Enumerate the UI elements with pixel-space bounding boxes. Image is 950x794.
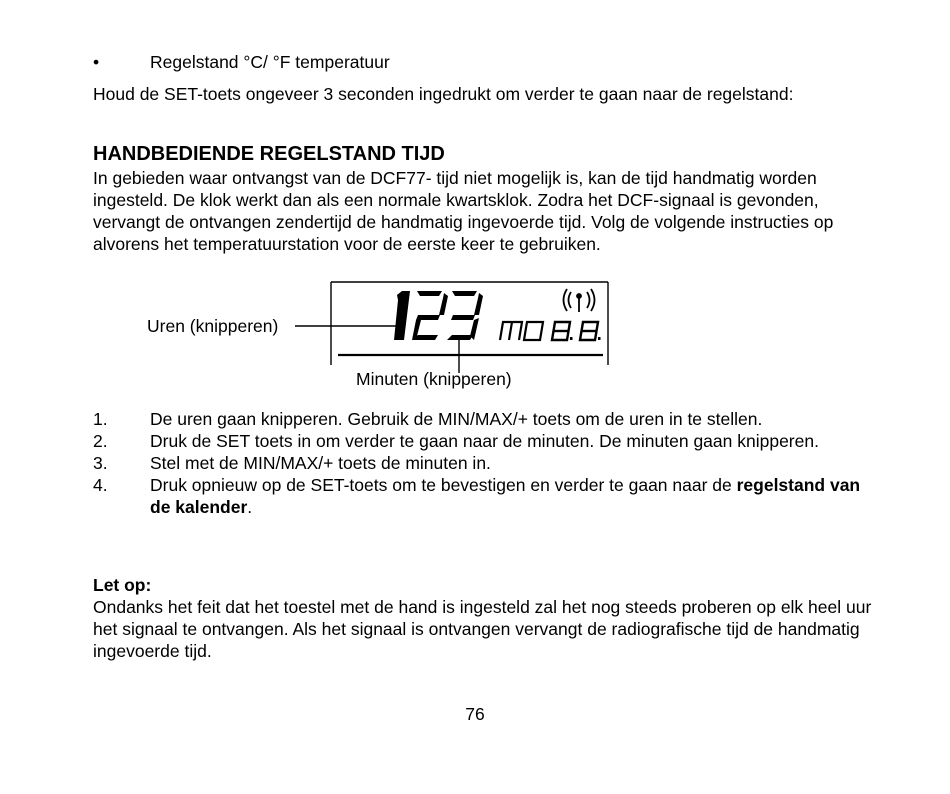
list-item (93, 452, 873, 474)
list-item (93, 474, 873, 518)
step-text-end: . (247, 497, 253, 517)
lcd-date (552, 322, 601, 340)
step-text: Stel met de MIN/MAX/+ toets de minuten in. (150, 453, 491, 473)
radio-signal-icon (564, 289, 595, 312)
hours-label: Uren (knipperen) (147, 316, 279, 336)
lcd-weekday (500, 322, 543, 340)
page-number: 76 (465, 704, 485, 724)
lcd-hours-digit (394, 291, 410, 340)
bullet-text: Regelstand °C/ °F temperatuur (150, 52, 390, 72)
note-title: Let op: (93, 575, 152, 595)
note-paragraph: Ondanks het feit dat het toestel met de hand is ingesteld zal het nog steeds proberen op elk heel uur het signaal te ontvangen. Als het signaal is ontvangen vervangt de radiografische tijd de handmatig ingevoerde tijd. (93, 597, 872, 661)
lcd-minutes-digits (412, 291, 483, 340)
step-text: Druk opnieuw op de SET-toets om te bevestigen en verder te gaan naar de (150, 475, 737, 495)
step-number: 3. (93, 453, 108, 473)
section-heading: HANDBEDIENDE REGELSTAND TIJD (93, 143, 445, 165)
list-item (93, 430, 873, 452)
list-item (93, 408, 873, 430)
step-number: 4. (93, 475, 108, 495)
minutes-label: Minuten (knipperen) (356, 369, 512, 389)
step-number: 2. (93, 431, 108, 451)
step-bold-text: regelstand van de kalender (150, 475, 861, 517)
body-paragraph: In gebieden waar ontvangst van de DCF77- tijd niet mogelijk is, kan de tijd handmatig worden ingesteld. De klok werkt dan als een normale kwartsklok. Zodra het DCF-signaal is gevonden, vervangt de ontvangen zendertijd de handmatig ingevoerde tijd. Volg de volgende instructies op alvorens het temperatuurstation voor de eerste keer te gebruiken. (93, 168, 834, 254)
step-text: De uren gaan knipperen. Gebruik de MIN/MAX/+ toets om de uren in te stellen. (150, 409, 763, 429)
intro-paragraph: Houd de SET-toets ongeveer 3 seconden ingedrukt om verder te gaan naar de regelstand: (93, 84, 794, 104)
step-text: Druk de SET toets in om verder te gaan naar de minuten. De minuten gaan knipperen. (150, 431, 819, 451)
step-number: 1. (93, 409, 108, 429)
steps-list (93, 408, 873, 518)
bullet-dot: • (93, 52, 100, 72)
